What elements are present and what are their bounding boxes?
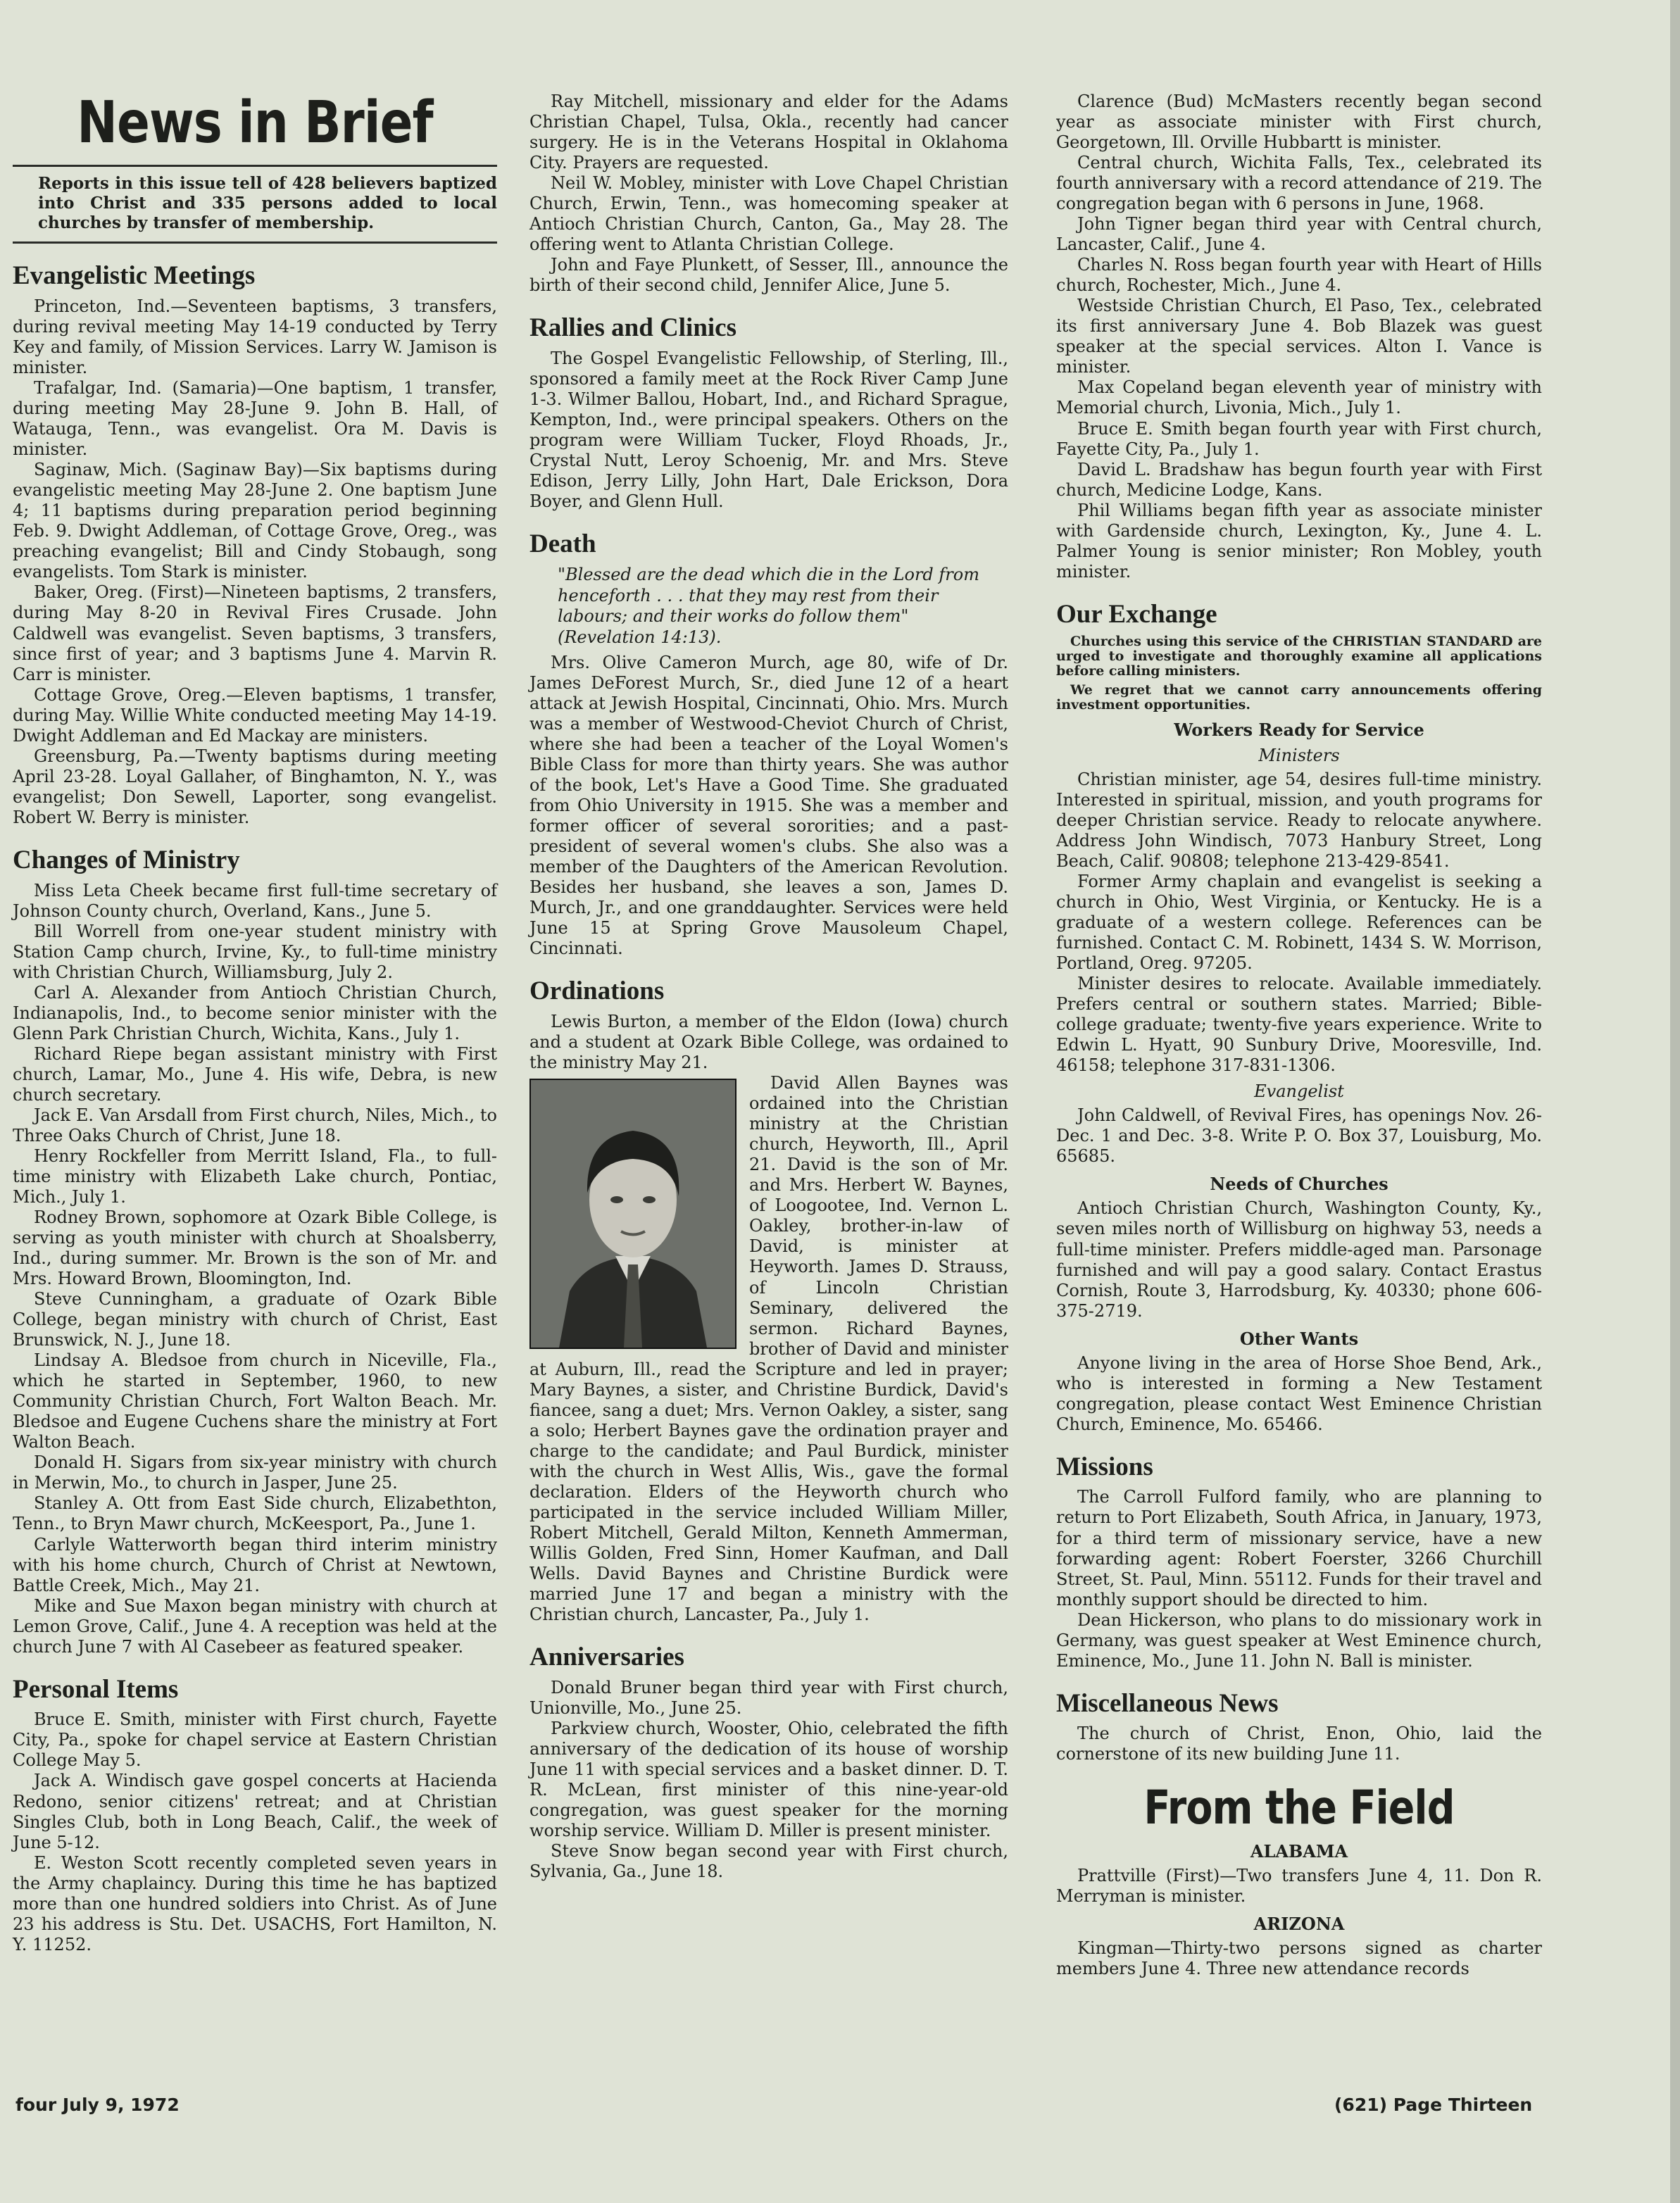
- section-evangelistic: [13, 296, 497, 828]
- from-the-field-title: From the Field: [1143, 1781, 1455, 1835]
- paragraph: Richard Riepe began assistant ministry with First church, Lamar, Mo., June 4. His wife, Debra, is new church secretary.: [13, 1043, 497, 1105]
- paragraph: Steve Cunningham, a graduate of Ozark Bible College, began ministry with church of Christ, East Brunswick, N. J., June 18.: [13, 1289, 497, 1350]
- paragraph: Trafalgar, Ind. (Samaria)—One baptism, 1 transfer, during meeting May 28-June 9. John B. Hall, of Watauga, Tenn., was evangelist. Ora M. Davis is minister.: [13, 378, 497, 460]
- paragraph: Mrs. Olive Cameron Murch, age 80, wife of Dr. James DeForest Murch, Sr., died June 12 of a heart attack at Jewish Hospital, Cincinnati, Ohio. Mrs. Murch was a member of Westwood-Cheviot Church of Christ, where she had been a teacher of the Loyal Women's Bible Class for more than thirty years. She was author of the book, Let's Have a Good Time. She graduated from Ohio University in 1915. She was a member and former officer of several sororities; and a past-president of several women's clubs. She also was a member of the Daughters of the American Revolution. Besides her husband, she leaves a son, James D. Murch, Jr., and one granddaughter. Services were held June 15 at Spring Grove Mausoleum Chapel, Cincinnati.: [529, 652, 1008, 959]
- portrait-photo: [529, 1079, 736, 1349]
- section-personal: [13, 1709, 497, 1954]
- section-anniversaries: [529, 1678, 1008, 1882]
- section-missions: [1056, 1487, 1542, 1671]
- section-ministry: [13, 881, 497, 1657]
- paragraph: Neil W. Mobley, minister with Love Chapel Christian Church, Erwin, Tenn., was homecoming speaker at Antioch Christian Church, Canton, Ga., May 28. The offering went to Atlanta Christian College.: [529, 173, 1008, 255]
- column-left: [13, 89, 497, 1955]
- paragraph: Charles N. Ross began fourth year with Heart of Hills church, Rochester, Mich., June 4.: [1056, 255, 1542, 296]
- paragraph: John Tigner began third year with Central church, Lancaster, Calif., June 4.: [1056, 214, 1542, 255]
- section-misc: [1056, 1724, 1542, 1764]
- section-evangelist: [1056, 1105, 1542, 1167]
- paragraph: Bruce E. Smith, minister with First church, Fayette City, Pa., spoke for chapel service at Eastern Christian College May 5.: [13, 1709, 497, 1771]
- heading-evangelist: Evangelist: [1254, 1081, 1344, 1102]
- paragraph: John Caldwell, of Revival Fires, has openings Nov. 26-Dec. 1 and Dec. 3-8. Write P. O. Box 37, Louisburg, Mo. 65685.: [1056, 1105, 1542, 1167]
- section-heading-death: Death: [529, 529, 596, 559]
- rule-bottom: [13, 241, 497, 244]
- paragraph: Miss Leta Cheek became first full-time secretary of Johnson County church, Overland, Kans., June 5.: [13, 880, 497, 921]
- paragraph: Mike and Sue Maxon began ministry with church at Lemon Grove, Calif., June 4. A reception was held at the church June 7 with Al Casebeer as featured speaker.: [13, 1595, 497, 1657]
- ordination-item: David Allen Baynes was ordained into the Christian ministry at the Christian church, Heyworth, Ill., April 21. David is the son of Mr. and Mrs. Herbert W. Baynes, of Loogootee, Ind. Vernon L. Oakley, brother-in-law of David, is minister at Heyworth. James D. Strauss, of Lincoln Christian Seminary, delivered the sermon. Richard Baynes, brother of David and minister at Auburn, Ill., read the Scripture and led in prayer; Mary Baynes, a sister, and Christine Burdick, David's fiancee, sang a duet; Mrs. Vernon Oakley, a sister, sang a solo; Herbert Baynes gave the ordination prayer and charge to the candidate; and Paul Burdick, minister with the church in West Allis, Wis., gave the formal declaration. Elders of the Heyworth church who participated in the service included William Miller, Robert Mitchell, Gerald Milton, Kenneth Ammerman, Willis Golden, Fred Sinn, Homer Kaufman, and Dall Wells. David Baynes and Christine Burdick were married June 17 and began a ministry with the Christian church, Lancaster, Pa., July 1.: [529, 1073, 1008, 1624]
- column-middle: [529, 92, 1008, 1882]
- paragraph: Carlyle Watterworth began third interim ministry with his home church, Church of Christ at Newtown, Battle Creek, Mich., May 21.: [13, 1534, 497, 1595]
- section-heading-rallies: Rallies and Clinics: [529, 313, 736, 343]
- section-other-wants: [1056, 1353, 1542, 1435]
- section-ministers: [1056, 770, 1542, 1076]
- paragraph: Bruce E. Smith began fourth year with First church, Fayette City, Pa., July 1.: [1056, 418, 1542, 459]
- column-right: [1056, 92, 1542, 1979]
- paragraph: Former Army chaplain and evangelist is seeking a church in Ohio, West Virginia, or Kentucky. He is a graduate of a western college. References can be furnished. Contact C. M. Robinett, 1434 S. W. Morrison, Portland, Oreg. 97205.: [1056, 872, 1542, 974]
- section-heading-ministry: Changes of Ministry: [13, 845, 240, 874]
- paragraph: Christian minister, age 54, desires full-time ministry. Interested in spiritual, mission, and youth programs for deeper Christian service. Ready to relocate anywhere. Address John Windisch, 7073 Hanbury Street, Long Beach, Calif. 90808; telephone 213-429-8541.: [1056, 769, 1542, 872]
- section-heading-evangelistic: Evangelistic Meetings: [13, 261, 256, 291]
- paragraph: Churches using this service of the CHRISTIAN STANDARD are urged to investigate and thoroughly examine all applications before calling ministers.: [1056, 634, 1542, 679]
- paragraph: E. Weston Scott recently completed seven years in the Army chaplaincy. During this time he has baptized more than one hundred soldiers into Christ. As of June 23 his address is Stu. Det. USACHS, Fort Hamilton, N. Y. 11252.: [13, 1852, 497, 1954]
- paragraph: Anyone living in the area of Horse Shoe Bend, Ark., who is interested in forming a New Testament congregation, please contact West Eminence Christian Church, Eminence, Mo. 65466.: [1056, 1352, 1542, 1434]
- paragraph: Carl A. Alexander from Antioch Christian Church, Indianapolis, Ind., to become senior minister with the Glenn Park Christian Church, Wichita, Kans., July 1.: [13, 982, 497, 1043]
- paragraph: John and Faye Plunkett, of Sesser, Ill., announce the birth of their second child, Jennifer Alice, June 5.: [529, 255, 1008, 296]
- section-arizona: [1056, 1938, 1542, 1979]
- footer-page-number: (621) Page Thirteen: [1334, 2095, 1533, 2115]
- death-scripture-quote: "Blessed are the dead which die in the Lord from henceforth . . . that they may rest from their labours; and their works do follow them" (Revelation 14:13).: [558, 564, 979, 648]
- heading-needs: Needs of Churches: [1210, 1174, 1388, 1195]
- section-heading-anniversaries: Anniversaries: [529, 1643, 684, 1672]
- portrait-photo-icon: [531, 1080, 735, 1348]
- section-rallies: [529, 349, 1008, 512]
- paragraph: Baker, Oreg. (First)—Nineteen baptisms, 2 transfers, during May 8-20 in Revival Fires Crusade. John Caldwell was evangelist. Seven baptisms, 3 transfers, since first of year; and 3 baptisms June 4. Marvin R. Carr is minister.: [13, 582, 497, 684]
- section-personal-cont: [529, 92, 1008, 296]
- paragraph: We regret that we cannot carry announcements offering investment opportunities.: [1056, 682, 1542, 713]
- paragraph: Saginaw, Mich. (Saginaw Bay)—Six baptisms during evangelistic meeting May 28-June 2. One baptism June 4; 11 baptisms during preparation period beginning Feb. 9. Dwight Addleman, of Cottage Grove, Oreg., was preaching evangelist; Bill and Cindy Stobaugh, song evangelists. Tom Stark is minister.: [13, 460, 497, 582]
- paragraph: Minister desires to relocate. Available immediately. Prefers central or southern states. Married; Bible-college graduate; twenty-five years experience. Write to Edwin L. Hyatt, 90 Sunbury Drive, Mooresville, Ind. 46158; telephone 317-831-1306.: [1056, 974, 1542, 1076]
- heading-other-wants: Other Wants: [1239, 1328, 1359, 1349]
- paragraph: Stanley A. Ott from East Side church, Elizabethton, Tenn., to Bryn Mawr church, McKeesport, Pa., June 1.: [13, 1493, 497, 1534]
- paragraph: The Gospel Evangelistic Fellowship, of Sterling, Ill., sponsored a family meet at the Rock River Camp June 1-3. Wilmer Ballou, Hobart, Ind., and Richard Sprague, Kempton, Ind., were principal speakers. Others on the program were William Tucker, Floyd Rhoads, Jr., Crystal Nutt, Leroy Schoenig, Mr. and Mrs. Steve Edison, Jerry Lilly, John Hart, Dale Erickson, Dora Boyer, and Glenn Hull.: [529, 349, 1008, 512]
- paragraph: Greensburg, Pa.—Twenty baptisms during meeting April 23-28. Loyal Gallaher, of Binghamton, N. Y., was evangelist; Don Sewell, Laporter, song evangelist. Robert W. Berry is minister.: [13, 746, 497, 827]
- paragraph: Central church, Wichita Falls, Tex., celebrated its fourth anniversary with a record attendance of 219. The congregation began with 6 persons in June, 1968.: [1056, 153, 1542, 214]
- paragraph: Donald H. Sigars from six-year ministry with church in Merwin, Mo., to church in Jasper, June 25.: [13, 1452, 497, 1493]
- paragraph: Donald Bruner began third year with First church, Unionville, Mo., June 25.: [529, 1677, 1008, 1718]
- section-death: [529, 653, 1008, 959]
- section-heading-exchange: Our Exchange: [1056, 599, 1217, 629]
- paragraph: Jack A. Windisch gave gospel concerts at Hacienda Redono, senior citizens' retreat; and at Christian Singles Club, both in Long Beach, Calif., the week of June 5-12.: [13, 1771, 497, 1852]
- section-alabama: [1056, 1866, 1542, 1907]
- heading-alabama: ALABAMA: [1250, 1841, 1348, 1862]
- paragraph: The church of Christ, Enon, Ohio, laid the cornerstone of its new building June 11.: [1056, 1724, 1542, 1764]
- paragraph: Antioch Christian Church, Washington County, Ky., seven miles north of Willisburg on highway 53, needs a full-time minister. Prefers middle-aged man. Parsonage furnished and will pay a good salary. Contact Erastus Cornish, Route 3, Harrodsburg, Ky. 40330; phone 606-375-2719.: [1056, 1198, 1542, 1321]
- section-heading-misc: Miscellaneous News: [1056, 1688, 1279, 1718]
- paragraph: Westside Christian Church, El Paso, Tex., celebrated its first anniversary June 4. Bob Blazek was guest speaker at the special services. Alton I. Vance is minister.: [1056, 296, 1542, 377]
- paragraph: Max Copeland began eleventh year of ministry with Memorial church, Livonia, Mich., July 1.: [1056, 377, 1542, 418]
- paragraph: Cottage Grove, Oreg.—Eleven baptisms, 1 transfer, during May. Willie White conducted meeting May 14-19. Dwight Addleman and Ed Mackay are ministers.: [13, 684, 497, 746]
- exchange-notes: [1056, 634, 1542, 712]
- ordination-item: Lewis Burton, a member of the Eldon (Iowa) church and a student at Ozark Bible College, was ordained to the ministry May 21.: [529, 1012, 1008, 1073]
- section-heading-missions: Missions: [1056, 1452, 1153, 1481]
- paragraph: Rodney Brown, sophomore at Ozark Bible College, is serving as youth minister with church at Shoalsberry, Ind., during summer. Mr. Brown is the son of Mr. and Mrs. Howard Brown, Bloomington, Ind.: [13, 1207, 497, 1289]
- paragraph: Dean Hickerson, who plans to do missionary work in Germany, was guest speaker at West Eminence church, Eminence, Mo., June 11. John N. Ball is minister.: [1056, 1609, 1542, 1671]
- paragraph: Bill Worrell from one-year student ministry with Station Camp church, Irvine, Ky., to full-time ministry with Christian Church, Williamsburg, July 2.: [13, 921, 497, 982]
- section-anniversaries-cont: [1056, 92, 1542, 582]
- masthead-title: News in Brief: [77, 89, 433, 156]
- paragraph: Phil Williams began fifth year as associate minister with Gardenside church, Lexington, Ky., June 4. L. Palmer Young is senior minister; Ron Mobley, youth minister.: [1056, 500, 1542, 582]
- page-edge: [1670, 0, 1680, 2203]
- paragraph: Jack E. Van Arsdall from First church, Niles, Mich., to Three Oaks Church of Christ, June 18.: [13, 1105, 497, 1146]
- intro-text: Reports in this issue tell of 428 believers baptized into Christ and 335 persons added to local churches by transfer of membership.: [38, 174, 497, 233]
- heading-ministers: Ministers: [1258, 745, 1340, 765]
- section-needs: [1056, 1198, 1542, 1321]
- paragraph: Steve Snow began second year with First church, Sylvania, Ga., June 18.: [529, 1840, 1008, 1881]
- paragraph: Prattville (First)—Two transfers June 4, 11. Don R. Merryman is minister.: [1056, 1866, 1542, 1907]
- paragraph: Ray Mitchell, missionary and elder for the Adams Christian Chapel, Tulsa, Okla., recently had cancer surgery. He is in the Veterans Hospital in Oklahoma City. Prayers are requested.: [529, 92, 1008, 173]
- paragraph: Princeton, Ind.—Seventeen baptisms, 3 transfers, during revival meeting May 14-19 conducted by Terry Key and family, of Mission Services. Larry W. Jamison is minister.: [13, 296, 497, 378]
- paragraph: Lindsay A. Bledsoe from church in Niceville, Fla., which he started in September, 1960, to new Community Christian Church, Fort Walton Beach. Mr. Bledsoe and Eugene Cuchens share the ministry at Fort Walton Beach.: [13, 1350, 497, 1452]
- paragraph: David L. Bradshaw has begun fourth year with First church, Medicine Lodge, Kans.: [1056, 459, 1542, 500]
- section-heading-ordinations: Ordinations: [529, 977, 665, 1006]
- paragraph: Henry Rockfeller from Merritt Island, Fla., to full-time ministry with Elizabeth Lake church, Pontiac, Mich., July 1.: [13, 1146, 497, 1207]
- paragraph: Kingman—Thirty-two persons signed as charter members June 4. Three new attendance records: [1056, 1938, 1542, 1979]
- paragraph: Parkview church, Wooster, Ohio, celebrated the fifth anniversary of the dedication of its house of worship June 11 with special services and a basket dinner. D. T. R. McLean, first minister of this nine-year-old congregation, was guest speaker for the morning worship service. William D. Miller is present minister.: [529, 1718, 1008, 1840]
- heading-workers: Workers Ready for Service: [1174, 719, 1424, 740]
- footer-date: four July 9, 1972: [15, 2095, 180, 2115]
- heading-arizona: ARIZONA: [1253, 1914, 1345, 1935]
- section-heading-personal: Personal Items: [13, 1674, 179, 1704]
- paragraph: The Carroll Fulford family, who are planning to return to Port Elizabeth, South Africa, in January, 1973, for a third term of missionary service, have a new forwarding agent: Robert Foerster, 3266 Churchill Street, St. Paul, Minn. 55112. Funds for their travel and monthly support should be directed to him.: [1056, 1487, 1542, 1609]
- paragraph: Clarence (Bud) McMasters recently began second year as associate minister with First church, Georgetown, Ill. Orville Hubbartt is minister.: [1056, 92, 1542, 153]
